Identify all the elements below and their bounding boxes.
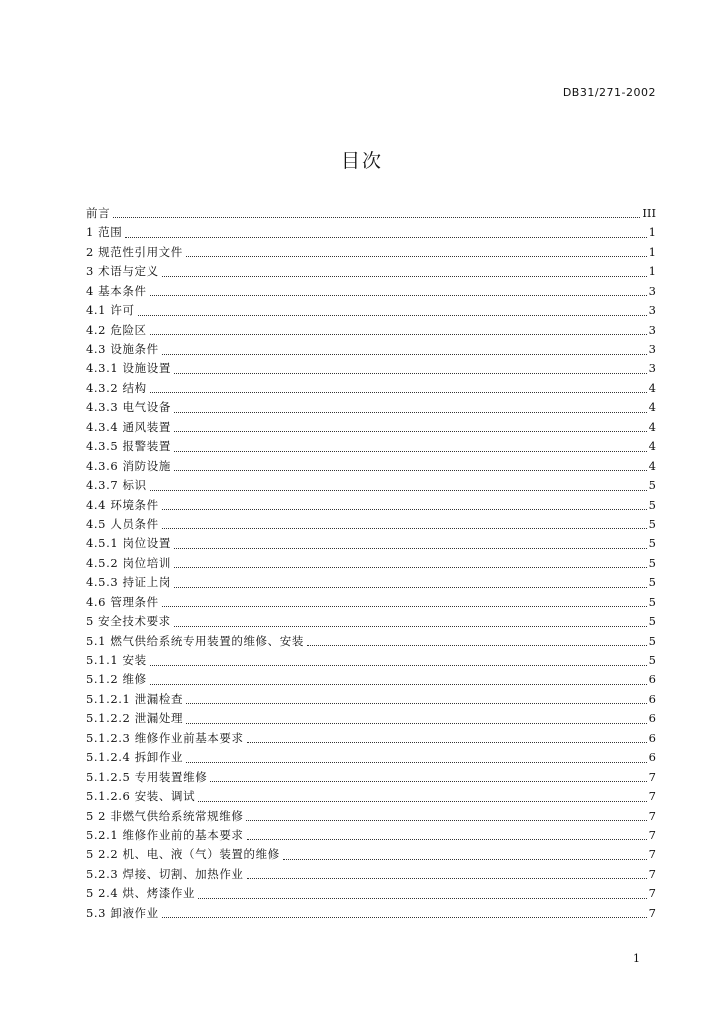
dot-leader [174, 624, 647, 627]
toc-entry-page: 7 [648, 866, 656, 881]
toc-entry[interactable] [86, 573, 656, 592]
toc-entry-page: 5 [648, 653, 656, 668]
toc-entry-page: 1 [648, 264, 656, 279]
toc-entry[interactable] [86, 457, 656, 476]
toc-entry-label: 5 2 非燃气供给系统常规维修 [86, 808, 244, 823]
toc-entry[interactable] [86, 593, 656, 612]
toc-entry-page: 6 [648, 711, 656, 726]
dot-leader [186, 254, 647, 257]
toc-entry[interactable] [86, 321, 656, 340]
toc-entry-label: 4.3.7 标识 [86, 478, 147, 493]
toc-entry-label: 4.3.1 设施设置 [86, 361, 171, 376]
dot-leader [174, 429, 647, 432]
toc-entry[interactable] [86, 360, 656, 379]
toc-entry[interactable] [86, 534, 656, 553]
toc-entry-page: 5 [648, 555, 656, 570]
toc-entry-page: 6 [648, 750, 656, 765]
toc-entry-page: 7 [648, 769, 656, 784]
toc-entry-label: 4.6 管理条件 [86, 594, 159, 609]
dot-leader [162, 507, 647, 510]
toc-entry[interactable] [86, 398, 656, 417]
toc-entry-page: 5 [648, 478, 656, 493]
toc-entry-label: 5.1.2.6 安装、调试 [86, 789, 196, 804]
toc-entry-label: 3 术语与定义 [86, 264, 159, 279]
toc-entry-label: 5 安全技术要求 [86, 614, 171, 629]
dot-leader [186, 721, 647, 724]
toc-entry-page: 1 [648, 225, 656, 240]
toc-entry[interactable] [86, 612, 656, 631]
toc-entry-label: 5.1.2.5 专用装置维修 [86, 769, 208, 784]
dot-leader [150, 682, 647, 685]
toc-entry[interactable] [86, 379, 656, 398]
toc-entry-page: 5 [648, 614, 656, 629]
toc-entry[interactable] [86, 826, 656, 845]
toc-entry-label: 5.1.2 维修 [86, 672, 147, 687]
dot-leader [283, 857, 647, 860]
toc-entry-page: 5 [648, 633, 656, 648]
dot-leader [150, 390, 647, 393]
toc-entry-label: 5.2.1 维修作业前的基本要求 [86, 827, 244, 842]
dot-leader [210, 779, 646, 782]
toc-entry-page: 3 [648, 283, 656, 298]
toc-entry-page: 7 [648, 847, 656, 862]
toc-entry-page: 3 [648, 303, 656, 318]
toc-entry-label: 4.3 设施条件 [86, 342, 159, 357]
toc-entry-label: 5.1.2.3 维修作业前基本要求 [86, 730, 244, 745]
toc-entry[interactable] [86, 632, 656, 651]
toc-entry-label: 5.1.1 安装 [86, 653, 147, 668]
toc-entry-page: 5 [648, 575, 656, 590]
toc-entry-label: 4.4 环境条件 [86, 497, 159, 512]
dot-leader [247, 876, 647, 879]
dot-leader [125, 235, 646, 238]
toc-entry-page: 5 [648, 497, 656, 512]
toc-entry[interactable] [86, 418, 656, 437]
toc-entry-page: 6 [648, 730, 656, 745]
toc-entry-page: 4 [648, 419, 656, 434]
dot-leader [150, 663, 647, 666]
toc-entry[interactable] [86, 671, 656, 690]
toc-entry[interactable] [86, 340, 656, 359]
dot-leader [174, 449, 647, 452]
toc-entry-page: 1 [648, 244, 656, 259]
dot-leader [162, 274, 647, 277]
toc-entry[interactable] [86, 904, 656, 923]
dot-leader [174, 546, 647, 549]
toc-entry-label: 5.1.2.1 泄漏检查 [86, 691, 184, 706]
toc-entry-page: 4 [648, 380, 656, 395]
toc-entry-label: 1 范围 [86, 225, 123, 240]
toc-entry-label: 4.5.1 岗位设置 [86, 536, 171, 551]
toc-entry-label: 4.3.6 消防设施 [86, 458, 171, 473]
toc-entry[interactable] [86, 223, 656, 242]
toc-entry[interactable] [86, 709, 656, 728]
toc-entry[interactable] [86, 437, 656, 456]
toc-entry-page: 4 [648, 458, 656, 473]
toc-entry-label: 4.5.3 持证上岗 [86, 575, 171, 590]
toc-entry[interactable] [86, 301, 656, 320]
dot-leader [198, 896, 647, 899]
toc-entry-page: 5 [648, 516, 656, 531]
dot-leader [162, 604, 647, 607]
page-title: 目次 [340, 150, 383, 172]
toc-entry-page: 5 [648, 594, 656, 609]
toc-entry-page: 6 [648, 672, 656, 687]
toc-entry[interactable] [86, 243, 656, 262]
toc-entry-label: 4.5 人员条件 [86, 516, 159, 531]
page-number: 1 [633, 952, 640, 965]
toc-entry-label: 5.3 卸液作业 [86, 905, 159, 920]
toc-entry-label: 4.3.3 电气设备 [86, 400, 171, 415]
toc-entry[interactable] [86, 204, 656, 223]
dot-leader [246, 818, 646, 821]
dot-leader [247, 740, 647, 743]
toc-entry[interactable] [86, 554, 656, 573]
toc-entry-label: 4.1 许可 [86, 303, 135, 318]
toc-entry-label: 前言 [86, 205, 111, 220]
toc-entry[interactable] [86, 729, 656, 748]
dot-leader [174, 565, 647, 568]
dot-leader [138, 313, 647, 316]
toc-entry-label: 4.3.5 报警装置 [86, 439, 171, 454]
toc-entry-page: 3 [648, 342, 656, 357]
toc-entry[interactable] [86, 845, 656, 864]
toc-entry[interactable] [86, 690, 656, 709]
toc-entry-label: 4.3.2 结构 [86, 380, 147, 395]
toc-entry-page: 7 [648, 827, 656, 842]
toc-entry[interactable] [86, 496, 656, 515]
toc-entry[interactable] [86, 651, 656, 670]
dot-leader [307, 643, 647, 646]
toc-entry[interactable] [86, 884, 656, 903]
toc-entry-page: III [642, 205, 656, 220]
dot-leader [174, 410, 647, 413]
toc-entry-label: 4.3.4 通风装置 [86, 419, 171, 434]
toc-entry[interactable] [86, 768, 656, 787]
document-code: DB31/271-2002 [562, 86, 656, 99]
toc-entry-label: 5.1.2.4 拆卸作业 [86, 750, 184, 765]
toc-entry-page: 7 [648, 789, 656, 804]
toc-entry-page: 5 [648, 536, 656, 551]
toc-entry[interactable] [86, 282, 656, 301]
toc-entry-label: 4.5.2 岗位培训 [86, 555, 171, 570]
toc-entry[interactable] [86, 515, 656, 534]
dot-leader [162, 352, 647, 355]
dot-leader [174, 468, 647, 471]
toc-entry-page: 3 [648, 361, 656, 376]
toc-entry-label: 5 2.2 机、电、液（气）装置的维修 [86, 847, 280, 862]
toc-entry-label: 2 规范性引用文件 [86, 244, 183, 259]
toc-entry-label: 4 基本条件 [86, 283, 147, 298]
toc-entry-label: 5.2.3 焊接、切割、加热作业 [86, 866, 244, 881]
toc-entry[interactable] [86, 807, 656, 826]
dot-leader [113, 215, 640, 218]
toc-entry-page: 7 [648, 808, 656, 823]
toc-entry-page: 7 [648, 886, 656, 901]
toc-entry-label: 5 2.4 烘、烤漆作业 [86, 886, 196, 901]
toc-entry-label: 4.2 危险区 [86, 322, 147, 337]
dot-leader [150, 488, 647, 491]
dot-leader [150, 293, 647, 296]
dot-leader [162, 915, 647, 918]
dot-leader [186, 760, 647, 763]
toc-entry-page: 4 [648, 400, 656, 415]
dot-leader [198, 799, 646, 802]
toc-entry-page: 6 [648, 691, 656, 706]
dot-leader [174, 585, 647, 588]
toc-entry-page: 4 [648, 439, 656, 454]
toc-entry[interactable] [86, 865, 656, 884]
toc-entry-label: 5.1 燃气供给系统专用装置的维修、安装 [86, 633, 304, 648]
toc-entry-page: 7 [648, 905, 656, 920]
table-of-contents [86, 204, 656, 923]
dot-leader [174, 371, 647, 374]
toc-entry[interactable] [86, 748, 656, 767]
dot-leader [162, 526, 647, 529]
toc-entry-label: 5.1.2.2 泄漏处理 [86, 711, 184, 726]
dot-leader [247, 837, 647, 840]
dot-leader [150, 332, 647, 335]
dot-leader [186, 701, 647, 704]
toc-entry-page: 3 [648, 322, 656, 337]
toc-entry[interactable] [86, 262, 656, 281]
toc-entry[interactable] [86, 476, 656, 495]
toc-entry[interactable] [86, 787, 656, 806]
